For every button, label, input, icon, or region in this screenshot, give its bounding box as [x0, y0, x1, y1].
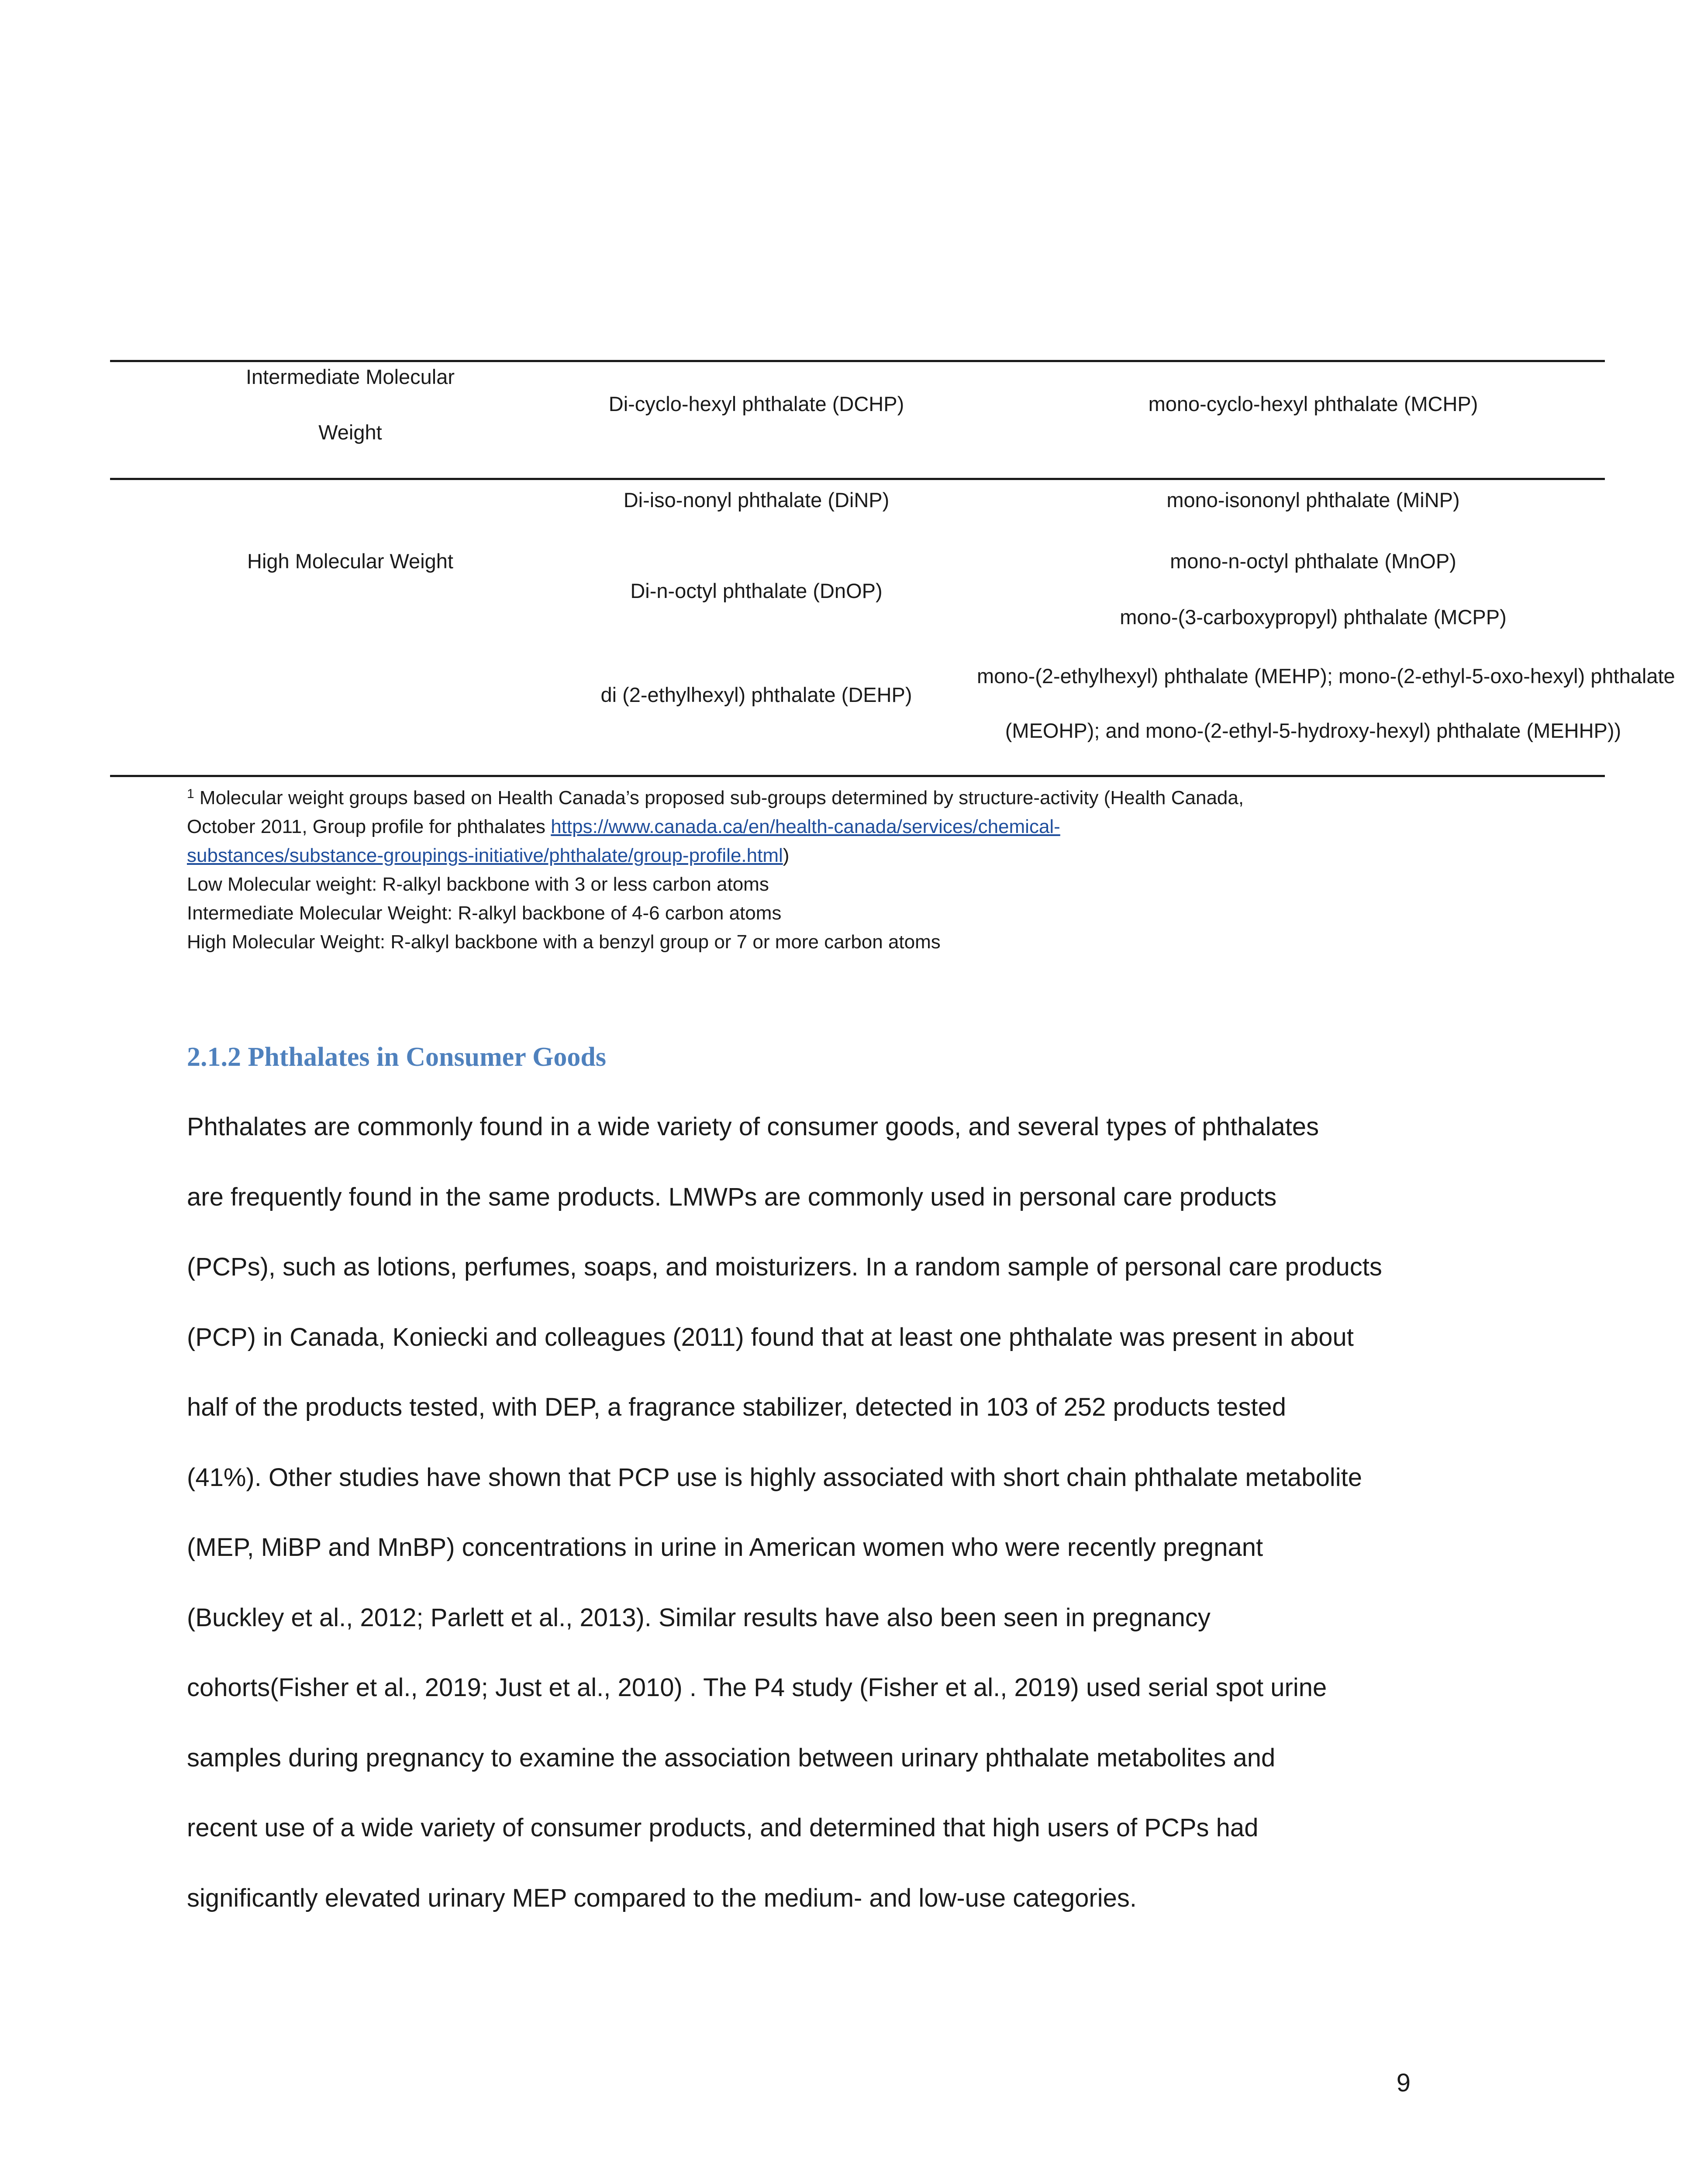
metabolite-cell-meohp-mehhp: (MEOHP); and mono-(2-ethyl-5-hydroxy-hexyl) phthalate (MEHHP))	[1005, 719, 1621, 742]
footnote-text-2: October 2011, Group profile for phthalates	[187, 816, 551, 837]
metabolite-cell-mnop: mono-n-octyl phthalate (MnOP)	[1170, 549, 1456, 573]
footnote-text-1: Molecular weight groups based on Health Canada’s proposed sub-groups determined by structure-activity (Health Canada,	[194, 787, 1244, 809]
page-number: 9	[1396, 2069, 1411, 2097]
body-line: (MEP, MiBP and MnBP) concentrations in urine in American women who were recently pregnant	[187, 1533, 1263, 1562]
parent-cell-dchp: Di-cyclo-hexyl phthalate (DCHP)	[608, 392, 904, 415]
metabolite-cell-mehp-meohp: mono-(2-ethylhexyl) phthalate (MEHP); mono-(2-ethyl-5-oxo-hexyl) phthalate	[977, 664, 1675, 688]
body-line: (Buckley et al., 2012; Parlett et al., 2013). Similar results have also been seen in pregnancy	[187, 1603, 1211, 1632]
footnote-line-1	[187, 780, 1410, 812]
parent-cell-dinp: Di-iso-nonyl phthalate (DiNP)	[623, 488, 890, 511]
section-heading: 2.1.2 Phthalates in Consumer Goods	[187, 1042, 606, 1072]
footnote-line-3	[187, 841, 1410, 870]
body-line: Phthalates are commonly found in a wide variety of consumer goods, and several types of phthalates	[187, 1113, 1319, 1141]
footnote-line-high: High Molecular Weight: R-alkyl backbone with a benzyl group or 7 or more carbon atoms	[187, 931, 941, 953]
metabolite-cell-mcpp: mono-(3-carboxypropyl) phthalate (MCPP)	[1120, 605, 1507, 629]
body-paragraph	[187, 1112, 1410, 1953]
body-line: significantly elevated urinary MEP compared to the medium- and low-use categories.	[187, 1883, 1137, 1912]
table-bottom-rule	[110, 775, 1605, 777]
body-line: samples during pregnancy to examine the association between urinary phthalate metabolites and	[187, 1743, 1276, 1772]
body-line: cohorts(Fisher et al., 2019; Just et al., 2010) . The P4 study (Fisher et al., 2019) used serial spot urine	[187, 1673, 1327, 1702]
footnote-link-close: )	[783, 845, 790, 866]
group-cell-intermediate-line1: Intermediate Molecular	[245, 365, 455, 388]
body-line: are frequently found in the same products. LMWPs are commonly used in personal care products	[187, 1182, 1277, 1211]
table-top-rule	[110, 360, 1605, 362]
footnote-line-low: Low Molecular weight: R-alkyl backbone with 3 or less carbon atoms	[187, 874, 769, 895]
group-cell-high: High Molecular Weight	[247, 549, 453, 573]
parent-cell-dehp: di (2-ethylhexyl) phthalate (DEHP)	[600, 683, 912, 706]
body-line: (41%). Other studies have shown that PCP use is highly associated with short chain phthalate metabolite	[187, 1463, 1362, 1492]
body-line: (PCP) in Canada, Koniecki and colleagues (2011) found that at least one phthalate was present in about	[187, 1323, 1354, 1351]
table-footnote	[187, 780, 1410, 957]
parent-cell-dnop: Di-n-octyl phthalate (DnOP)	[630, 579, 883, 602]
footnote-link-part2[interactable]: substances/substance-groupings-initiative/phthalate/group-profile.html	[187, 845, 783, 866]
body-line: (PCPs), such as lotions, perfumes, soaps, and moisturizers. In a random sample of personal care products	[187, 1253, 1382, 1281]
metabolite-cell-minp: mono-isononyl phthalate (MiNP)	[1166, 488, 1460, 511]
metabolite-cell-mchp: mono-cyclo-hexyl phthalate (MCHP)	[1148, 392, 1478, 415]
body-line: recent use of a wide variety of consumer products, and determined that high users of PCPs had	[187, 1814, 1259, 1842]
metabolite-cell-mehp-clip	[922, 663, 1675, 690]
footnote-marker: 1	[187, 787, 194, 801]
footnote-line-intermediate: Intermediate Molecular Weight: R-alkyl backbone of 4-6 carbon atoms	[187, 902, 782, 924]
body-line: half of the products tested, with DEP, a fragrance stabilizer, detected in 103 of 252 products tested	[187, 1393, 1287, 1421]
table-row-divider	[110, 478, 1605, 480]
footnote-line-2	[187, 812, 1410, 841]
footnote-link-part1[interactable]: https://www.canada.ca/en/health-canada/services/chemical-	[551, 816, 1060, 837]
group-cell-intermediate-line2: Weight	[318, 421, 382, 444]
